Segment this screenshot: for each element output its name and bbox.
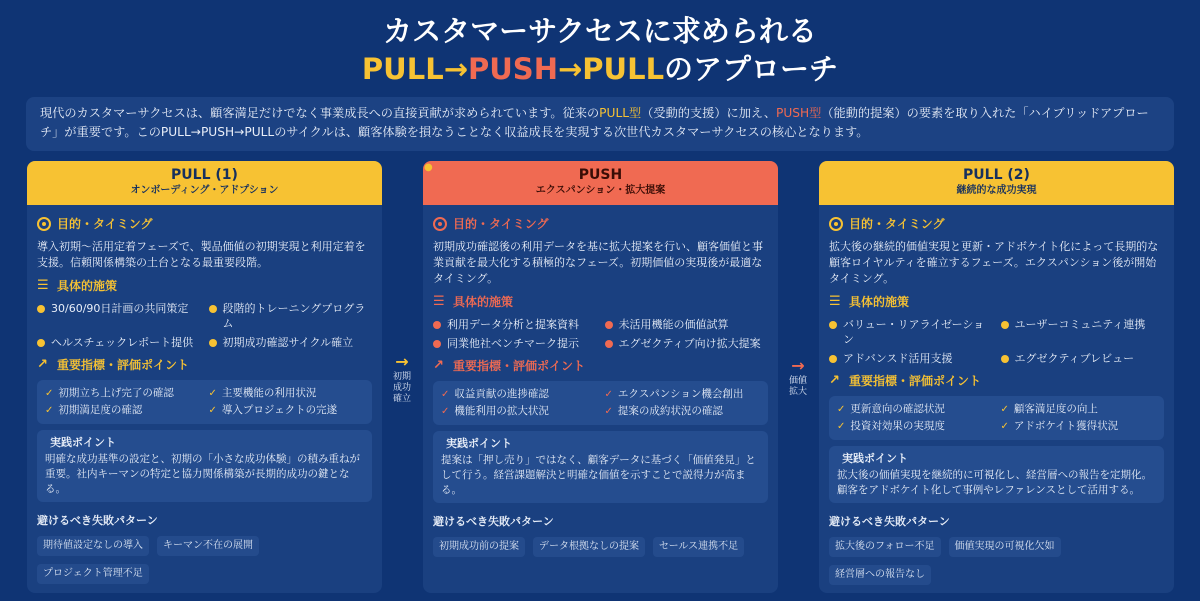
- kpi-item-label: アドボケイト獲得状況: [1013, 420, 1119, 432]
- kpi-item-label: 初期満足度の確認: [58, 404, 143, 416]
- check-icon: ✓: [1000, 421, 1009, 432]
- target-icon: [37, 217, 51, 231]
- fail-chip: 拡大後のフォロー不足: [829, 537, 941, 557]
- measures-heading-label: 具体的施策: [453, 295, 514, 309]
- measure-item-label: バリュー・リアライゼーション: [843, 318, 985, 346]
- measure-item-label: 同業他社ベンチマーク提示: [447, 337, 579, 350]
- measure-item-label: エグゼクティブ向け拡大提案: [618, 337, 761, 350]
- practice-heading: [441, 436, 760, 451]
- practice-text: 明確な成功基準の設定と、初期の「小さな成功体験」の積み重ねが重要。社内キーマンの特定と協力関係構築が長期的成功の鍵となる。: [45, 453, 360, 495]
- kpi-box: [433, 381, 768, 425]
- measure-item-label: エグゼクティブレビュー: [1014, 352, 1135, 365]
- title-push: PUSH: [468, 52, 558, 86]
- check-icon: ✓: [208, 405, 217, 416]
- target-icon: [829, 217, 843, 231]
- fail-chip: 価値実現の可視化欠如: [949, 537, 1061, 557]
- fail-chip: データ根拠なしの提案: [533, 537, 645, 557]
- purpose-description: 初期成功確認後の利用データを基に拡大提案を行い、顧客価値と事業貢献を最大化する積極的なフェーズ。初期価値の実現後が最適なタイミング。: [433, 240, 763, 285]
- check-icon: ✓: [208, 388, 217, 399]
- kpi-item-label: 顧客満足度の向上: [1013, 403, 1098, 415]
- kpi-item: [605, 387, 761, 402]
- measures-heading: [433, 293, 768, 311]
- kpi-item-label: 収益貢献の進捗確認: [454, 388, 549, 400]
- card-title: PULL (2): [963, 167, 1030, 183]
- bullet-dot-icon: [37, 339, 45, 347]
- check-icon: ✓: [604, 389, 613, 400]
- bullet-dot-icon: [829, 321, 837, 329]
- purpose-heading-label: 目的・タイミング: [453, 217, 549, 231]
- bullet-dot-icon: [605, 340, 613, 348]
- intro-text-3: （能動的提案）の要素を取り入れた「ハイブリッドアプローチ」が重要です。このPULL→PUSH→PULLのサイクルは、顧客体験を損なうことなく収益成長を実現する次世代カスタマーサクセスの核心となります。: [40, 106, 1149, 139]
- intro-box: [26, 97, 1174, 151]
- measure-item: [605, 317, 769, 332]
- fail-chip: セールス連携不足: [653, 537, 744, 557]
- practice-heading: [45, 435, 364, 450]
- measure-item: [1001, 351, 1165, 366]
- practice-heading-label: 実践ポイント: [446, 437, 512, 450]
- card-pull-2: [819, 161, 1174, 593]
- kpi-item-label: 初期立ち上げ完了の確認: [58, 387, 174, 399]
- card-push: [423, 161, 778, 593]
- connector-label-line: 拡大: [788, 387, 807, 397]
- measure-item-label: 未活用機能の価値試算: [618, 318, 729, 331]
- kpi-item: [441, 387, 597, 402]
- connector-label-line: 価値: [788, 376, 807, 386]
- kpi-item: [209, 403, 365, 418]
- card-title: PUSH: [578, 167, 623, 183]
- purpose-heading-label: 目的・タイミング: [57, 217, 153, 231]
- fail-chip: 経営層への報告なし: [829, 565, 931, 585]
- measure-item: [37, 335, 201, 350]
- page-title: [0, 12, 1200, 88]
- bullet-dot-icon: [605, 321, 613, 329]
- card-subtitle: エクスパンション・拡大提案: [535, 185, 666, 196]
- bullet-dot-icon: [1001, 355, 1009, 363]
- check-icon: ✓: [604, 406, 613, 417]
- connector-label-line: 確立: [392, 394, 411, 404]
- measure-item-label: 利用データ分析と提案資料: [447, 318, 579, 331]
- trend-chart-icon: [37, 358, 51, 372]
- bullet-dot-icon: [209, 339, 217, 347]
- bullet-dot-icon: [1001, 321, 1009, 329]
- fails-heading: 避けるべき失敗パターン: [829, 515, 950, 528]
- kpi-heading: [37, 356, 372, 374]
- kpi-box: [829, 396, 1164, 440]
- bullet-dot-icon: [37, 305, 45, 313]
- practice-heading: [837, 451, 1156, 466]
- measure-item-label: ヘルスチェックレポート提供: [51, 336, 194, 349]
- list-icon: [829, 295, 843, 309]
- fails-heading: 避けるべき失敗パターン: [37, 514, 158, 527]
- check-icon: ✓: [837, 421, 846, 432]
- trend-chart-icon: [829, 374, 843, 388]
- kpi-item-label: 投資対効果の実現度: [850, 420, 945, 432]
- kpi-heading-label: 重要指標・評価ポイント: [849, 374, 982, 388]
- intro-text-1: 現代のカスタマーサクセスは、顧客満足だけでなく事業成長への直接貢献が求められています。従来の: [40, 106, 600, 120]
- intro-pull-term: PULL型: [599, 106, 642, 120]
- intro-text-2: （受動的支援）に加え、: [641, 106, 777, 120]
- card-pull-1: [27, 161, 382, 593]
- check-icon: ✓: [45, 405, 54, 416]
- practice-box: [433, 431, 768, 503]
- purpose-heading: [37, 215, 372, 233]
- measure-item-label: 初期成功確認サイクル確立: [222, 336, 354, 349]
- fail-chip: 初期成功前の提案: [433, 537, 525, 557]
- title-arrow-2: →: [557, 52, 583, 86]
- check-icon: ✓: [45, 388, 54, 399]
- measure-item: [209, 301, 373, 331]
- kpi-heading-label: 重要指標・評価ポイント: [453, 359, 586, 373]
- measures-list: [37, 301, 372, 350]
- fail-chip: キーマン不在の展開: [157, 536, 259, 556]
- measure-item: [829, 351, 993, 366]
- connector-push-to-pull: [778, 356, 818, 398]
- bullet-dot-icon: [433, 340, 441, 348]
- kpi-item: [209, 386, 365, 401]
- measures-heading-label: 具体的施策: [57, 279, 118, 293]
- kpi-heading: [433, 357, 768, 375]
- connector-label-line: 成功: [392, 383, 411, 393]
- check-icon: ✓: [837, 404, 846, 415]
- kpi-item-label: 導入プロジェクトの完遂: [221, 404, 338, 416]
- card-header: [423, 161, 778, 205]
- practice-heading-label: 実践ポイント: [842, 452, 908, 465]
- purpose-heading-label: 目的・タイミング: [849, 217, 945, 231]
- measures-heading-label: 具体的施策: [849, 295, 910, 309]
- measure-item: [209, 335, 373, 350]
- title-arrow-1: →: [443, 52, 468, 86]
- fail-chip: 期待値設定なしの導入: [37, 536, 149, 556]
- measures-list: [433, 317, 768, 351]
- measure-item-label: アドバンスド活用支援: [843, 352, 953, 365]
- bullet-dot-icon: [209, 305, 217, 313]
- kpi-box: [37, 380, 372, 424]
- card-subtitle: オンボーディング・アドプション: [130, 185, 279, 196]
- measures-heading: [829, 293, 1164, 311]
- fail-chip: プロジェクト管理不足: [37, 564, 149, 584]
- card-header: [819, 161, 1174, 205]
- card-title: PULL (1): [171, 167, 238, 183]
- fails-list: [829, 537, 1164, 585]
- fails-list: [433, 537, 768, 557]
- bullet-dot-icon: [829, 355, 837, 363]
- title-pull-1: PULL: [361, 52, 444, 86]
- kpi-heading: [829, 372, 1164, 390]
- fails-list: [37, 536, 372, 584]
- kpi-item: [441, 404, 597, 419]
- title-suffix: のアプローチ: [664, 52, 839, 86]
- kpi-item: [605, 404, 761, 419]
- connector-pull-to-push: [382, 352, 422, 405]
- kpi-item-label: 提案の成約状況の確認: [617, 405, 723, 417]
- check-icon: ✓: [441, 389, 450, 400]
- measure-item: [605, 336, 769, 351]
- measures-list: [829, 317, 1164, 366]
- fails-heading: 避けるべき失敗パターン: [433, 515, 554, 528]
- practice-text: 提案は「押し売り」ではなく、顧客データに基づく「価値発見」として行う。経営課題解決と明確な価値を示すことで説得力が高まる。: [441, 454, 756, 496]
- purpose-heading: [829, 215, 1164, 233]
- title-line1: カスタマーサクセスに求められる: [383, 14, 817, 48]
- title-line2: [0, 50, 1200, 88]
- purpose-description: 拡大後の継続的価値実現と更新・アドボケイト化によって長期的な顧客ロイヤルティを確立するフェーズ。エクスパンション後が開始タイミング。: [829, 240, 1159, 285]
- right-arrow-icon: →: [791, 356, 805, 375]
- measure-item-label: 段階的トレーニングプログラム: [222, 302, 366, 330]
- practice-heading-label: 実践ポイント: [50, 436, 116, 449]
- measure-item: [37, 301, 201, 331]
- measure-item: [829, 317, 993, 347]
- check-icon: ✓: [441, 406, 450, 417]
- measure-item: [1001, 317, 1165, 347]
- card-subtitle: 継続的な成功実現: [956, 185, 1037, 196]
- trend-chart-icon: [433, 359, 447, 373]
- list-icon: [433, 295, 447, 309]
- practice-box: [829, 446, 1164, 503]
- kpi-heading-label: 重要指標・評価ポイント: [57, 358, 190, 372]
- kpi-item: [837, 402, 993, 417]
- target-icon: [433, 217, 447, 231]
- kpi-item-label: 機能利用の拡大状況: [454, 405, 549, 417]
- kpi-item: [45, 403, 201, 418]
- purpose-description: 導入初期〜活用定着フェーズで、製品価値の初期実現と利用定着を支援。信頼関係構築の土台となる最重要段階。: [37, 240, 366, 269]
- practice-box: [37, 430, 372, 502]
- connector-label: [382, 372, 422, 405]
- connector-label-line: 初期: [392, 372, 411, 382]
- measure-item-label: ユーザーコミュニティ連携: [1014, 318, 1146, 331]
- right-arrow-icon: →: [395, 352, 409, 371]
- card-header: [27, 161, 382, 205]
- check-icon: ✓: [1000, 404, 1009, 415]
- kpi-item-label: 主要機能の利用状況: [221, 387, 317, 399]
- measure-item: [433, 317, 597, 332]
- kpi-item: [1001, 402, 1157, 417]
- intro-push-term: PUSH型: [776, 106, 822, 120]
- kpi-item-label: 更新意向の確認状況: [850, 403, 945, 415]
- measures-heading: [37, 277, 372, 295]
- kpi-item: [837, 419, 993, 434]
- purpose-heading: [433, 215, 768, 233]
- measure-item-label: 30/60/90日計画の共同策定: [51, 302, 189, 315]
- list-icon: [37, 279, 51, 293]
- practice-text: 拡大後の価値実現を継続的に可視化し、経営層への報告を定期化。顧客をアドボケイト化して事例やレファレンスとして活用する。: [837, 469, 1152, 496]
- connector-label: [778, 376, 818, 398]
- kpi-item-label: エクスパンション機会創出: [617, 388, 744, 400]
- title-pull-2: PULL: [582, 52, 665, 86]
- kpi-item: [45, 386, 201, 401]
- kpi-item: [1001, 419, 1157, 434]
- bullet-dot-icon: [433, 321, 441, 329]
- measure-item: [433, 336, 597, 351]
